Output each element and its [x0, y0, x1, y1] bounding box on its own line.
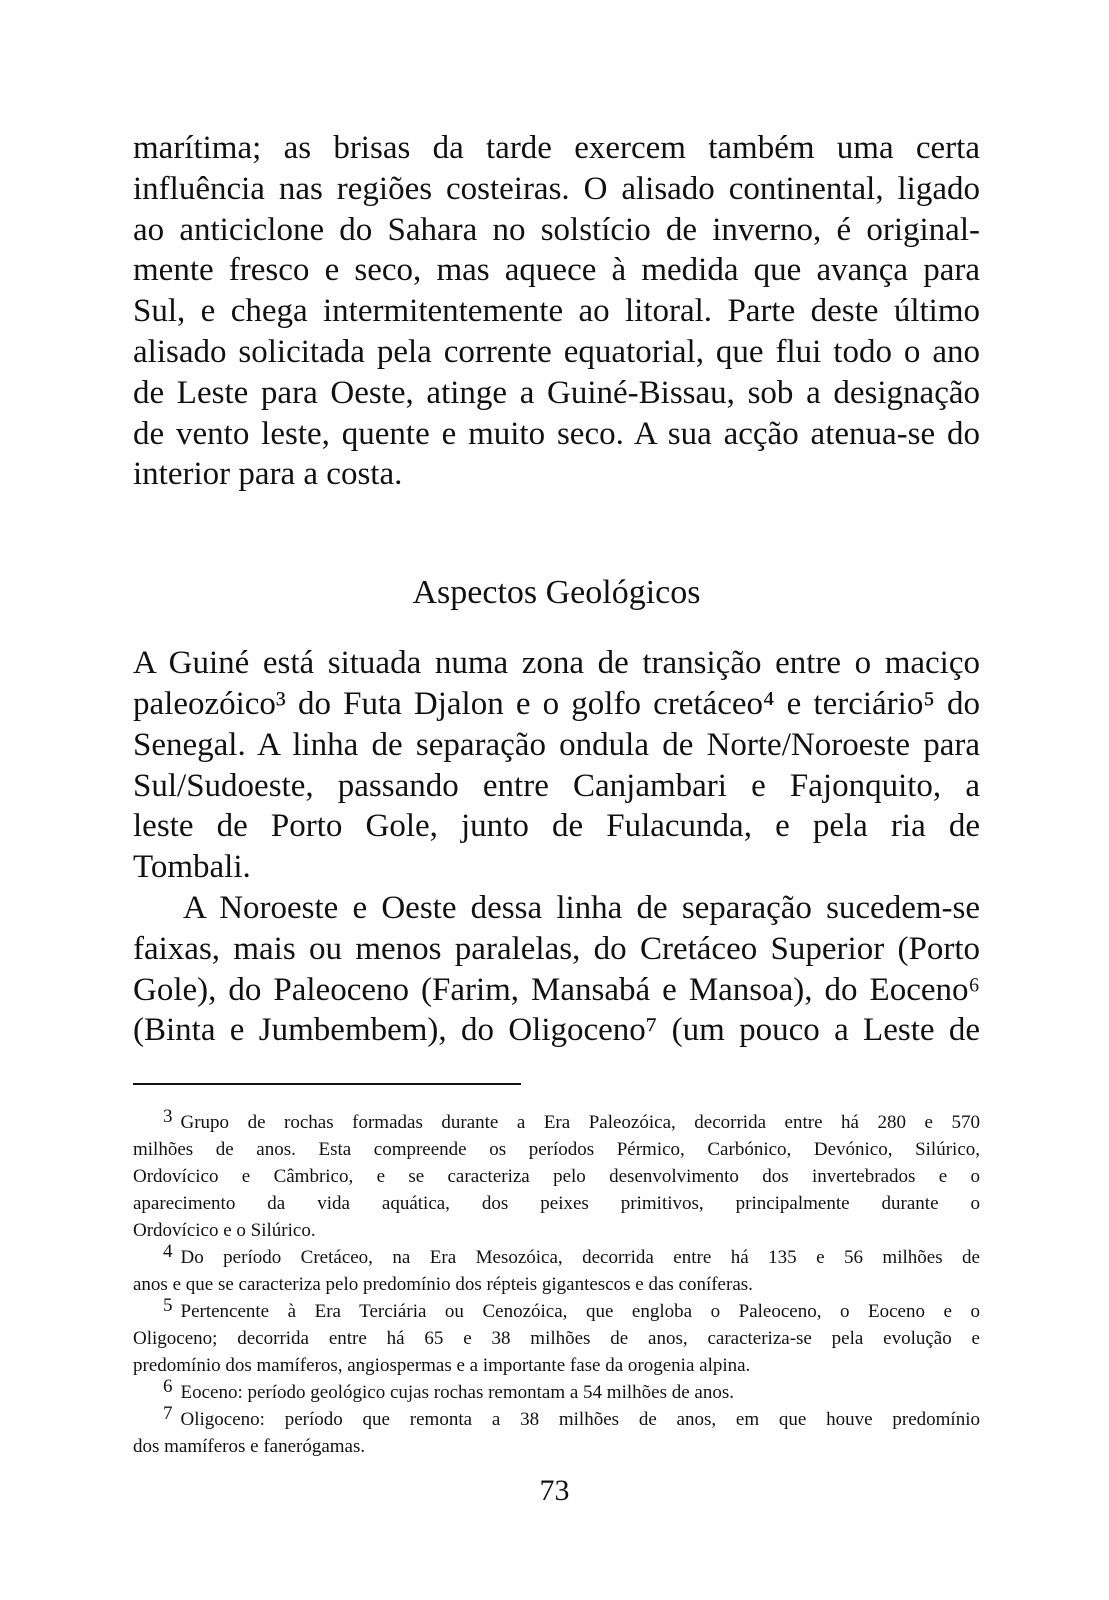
text-line: Tombali.	[133, 849, 251, 886]
footnote-text: dos mamíferos e fanerógamas.	[133, 1436, 366, 1458]
footnotes	[133, 1106, 980, 1460]
text-line: interior para a costa.	[133, 456, 403, 493]
footnote-separator	[133, 1083, 521, 1085]
footnote-text: Ordovícico e o Silúrico.	[133, 1220, 316, 1242]
text-line: Gole), do Paleoceno (Farim, Mansabá e Mansoa), do Eoceno⁶	[133, 971, 980, 1008]
text-line: A Guiné está situada numa zona de transição entre o maciço	[133, 645, 980, 682]
footnote-6	[133, 1376, 980, 1406]
footnote-number: 7	[163, 1403, 173, 1425]
text-line: alisado solicitada pela corrente equatorial, que flui todo o ano	[133, 333, 980, 370]
text-line: leste de Porto Gole, junto de Fulacunda, e pela ria de	[133, 808, 980, 845]
paragraph-climate	[133, 128, 980, 495]
footnote-text: Pertencente à Era Terciária ou Cenozóica, que engloba o Paleoceno, o Eoceno e o	[180, 1301, 980, 1323]
footnote-text: anos e que se caracteriza pelo predomínio dos répteis gigantescos e das coníferas.	[133, 1274, 753, 1296]
footnote-text: Ordovícico e Câmbrico, e se caracteriza pelo desenvolvimento dos invertebrados e o	[133, 1166, 980, 1188]
footnote-text: Oligoceno; decorrida entre há 65 e 38 milhões de anos, caracteriza-se pela evolução e	[133, 1328, 980, 1350]
text-line: Sul, e chega intermitentemente ao litoral. Parte deste último	[133, 293, 980, 330]
book-page	[133, 128, 980, 1460]
text-line: marítima; as brisas da tarde exercem também uma certa	[133, 130, 980, 166]
page-number: 73	[539, 1474, 570, 1507]
footnote-3	[133, 1106, 980, 1244]
footnote-number: 3	[163, 1106, 173, 1128]
text-line: mente fresco e seco, mas aquece à medida que avança para	[133, 252, 980, 289]
footnote-text: Do período Cretáceo, na Era Mesozóica, decorrida entre há 135 e 56 milhões de	[180, 1247, 980, 1269]
footnote-text: milhões de anos. Esta compreende os períodos Pérmico, Carbónico, Devónico, Silúrico,	[133, 1139, 980, 1161]
footnote-number: 5	[163, 1295, 173, 1317]
paragraph-geology-intro	[133, 643, 980, 888]
footnote-7	[133, 1403, 980, 1460]
text-line: (Binta e Jumbembem), do Oligoceno⁷ (um pouco a Leste de	[133, 1012, 980, 1049]
paragraph-geology-bands	[133, 888, 980, 1051]
text-line: Sul/Sudoeste, passando entre Canjambari e Fajonquito, a	[133, 767, 980, 804]
footnote-text: aparecimento da vida aquática, dos peixes primitivos, principalmente durante o	[133, 1193, 980, 1215]
text-line: ao anticiclone do Sahara no solstício de inverno, é original-	[133, 211, 980, 248]
text-line: de Leste para Oeste, atinge a Guiné-Bissau, sob a designação	[133, 374, 980, 411]
text-line: de vento leste, quente e muito seco. A sua acção atenua-se do	[133, 415, 980, 452]
footnote-text: Oligoceno: período que remonta a 38 milhões de anos, em que houve predomínio	[180, 1409, 980, 1431]
footnote-4	[133, 1241, 980, 1298]
footnote-text: Grupo de rochas formadas durante a Era Paleozóica, decorrida entre há 280 e 570	[180, 1112, 980, 1134]
text-line: Senegal. A linha de separação ondula de Norte/Noroeste para	[133, 726, 980, 763]
text-line: influência nas regiões costeiras. O alisado continental, ligado	[133, 170, 980, 207]
footnote-5	[133, 1295, 980, 1379]
footnote-number: 6	[163, 1376, 173, 1398]
text-line: paleozóico³ do Futa Djalon e o golfo cretáceo⁴ e terciário⁵ do	[133, 685, 980, 722]
text-line: A Noroeste e Oeste dessa linha de separação sucedem-se	[183, 889, 980, 926]
footnote-text: predomínio dos mamíferos, angiospermas e a importante fase da orogenia alpina.	[133, 1355, 751, 1377]
footnote-number: 4	[163, 1241, 173, 1263]
footnote-text: Eoceno: período geológico cujas rochas remontam a 54 milhões de anos.	[180, 1382, 734, 1404]
text-line: faixas, mais ou menos paralelas, do Cretáceo Superior (Porto	[133, 930, 980, 967]
section-heading: Aspectos Geológicos	[412, 574, 701, 612]
